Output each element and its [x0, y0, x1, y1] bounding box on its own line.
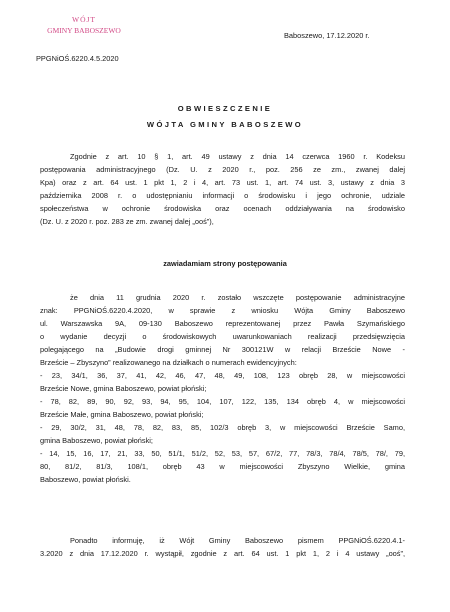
text-line: polegającego na „Budowie drogi gminnej Nr 300121W w relacji Brzeście Nowe - — [40, 345, 405, 354]
text-line: ul. Warszawska 9A, 09-130 Baboszewo reprezentowanej przez Pawła Szymańskiego — [40, 319, 405, 328]
place-date: Baboszewo, 17.12.2020 r. — [284, 31, 370, 40]
text-line: (Dz. U. z 2020 r. poz. 283 ze zm. zwanej dalej „ooś”), — [40, 217, 214, 226]
text-line: że dnia 11 grudnia 2020 r. zostało wszczęte postępowanie administracyjne — [70, 293, 405, 302]
text-line: postępowania administracyjnego (Dz. U. z 2020 r., poz. 256 ze zm., zwanej dalej — [40, 165, 405, 174]
text-line: 3.2020 z dnia 17.12.2020 r. wystąpił, zgodnie z art. 64 ust. 1 pkt 1, 2 i 4 ustawy „ooś”, — [40, 549, 405, 558]
text-line: Baboszewo, powiat płoński. — [40, 475, 131, 484]
stamp-line-2: GMINY BABOSZEWO — [47, 26, 121, 35]
notice-issuer: WÓJTA GMINY BABOSZEWO — [146, 120, 304, 129]
list-item: - 14, 15, 16, 17, 21, 33, 50, 51/1, 51/2, 52, 53, 57, 67/2, 77, 78/3, 78/4, 78/5, 78/, 79, — [40, 449, 405, 458]
reference-number: PPGNiOŚ.6220.4.5.2020 — [36, 54, 119, 63]
list-item: - 78, 82, 89, 90, 92, 93, 94, 95, 104, 107, 122, 135, 134 obręb 4, w miejscowości — [40, 397, 405, 406]
text-line: o wydanie decyzji o środowiskowych uwarunkowaniach realizacji przedsięwzięcia — [40, 332, 405, 341]
text-line: Ponadto informuję, iż Wójt Gminy Baboszewo pismem PPGNiOŚ.6220.4.1- — [70, 536, 405, 545]
text-line: 80, 81/2, 81/3, 108/1, obręb 43 w miejscowości Zbyszyno Wielkie, gmina — [40, 462, 405, 471]
text-line: znak: PPGNiOŚ.6220.4.2020, w sprawie z wniosku Wójta Gminy Baboszewo — [40, 306, 405, 315]
text-line: Brzeście Nowe, gmina Baboszewo, powiat płoński; — [40, 384, 207, 393]
list-item: - 29, 30/2, 31, 48, 78, 82, 83, 85, 102/3 obręb 3, w miejscowości Brzeście Samo, — [40, 423, 405, 432]
text-line: Kpa) oraz z art. 64 ust. 1 pkt 1, 2 i 4, art. 73 ust. 1, art. 74 ust. 3, ustawy z dnia 3 — [40, 178, 405, 187]
office-stamp — [36, 14, 132, 36]
text-line: Brzeście – Zbyszyno” realizowanego na działkach o numerach ewidencyjnych: — [40, 358, 297, 367]
paragraph-legal-basis — [40, 150, 405, 228]
text-line: października 2008 r. o udostępnianiu informacji o środowisku i jego ochronie, udziale — [40, 191, 405, 200]
notice-title: OBWIESZCZENIE — [177, 104, 273, 113]
text-line: społeczeństwa w ochronie środowiska oraz ocenach oddziaływania na środowisko — [40, 204, 405, 213]
text-line: gmina Baboszewo, powiat płoński; — [40, 436, 153, 445]
stamp-line-1: WÓJT — [72, 15, 96, 24]
text-line: Brzeście Małe, gmina Baboszewo, powiat płoński; — [40, 410, 204, 419]
list-item: - 23, 34/1, 36, 37, 41, 42, 46, 47, 48, 49, 108, 123 obręb 28, w miejscowości — [40, 371, 405, 380]
paragraph-further-info — [40, 534, 405, 560]
announcement: zawiadamiam strony postępowania — [163, 259, 287, 268]
text-line: Zgodnie z art. 10 § 1, art. 49 ustawy z dnia 14 czerwca 1960 r. Kodeksu — [70, 152, 405, 161]
paragraph-proceedings — [40, 291, 405, 486]
